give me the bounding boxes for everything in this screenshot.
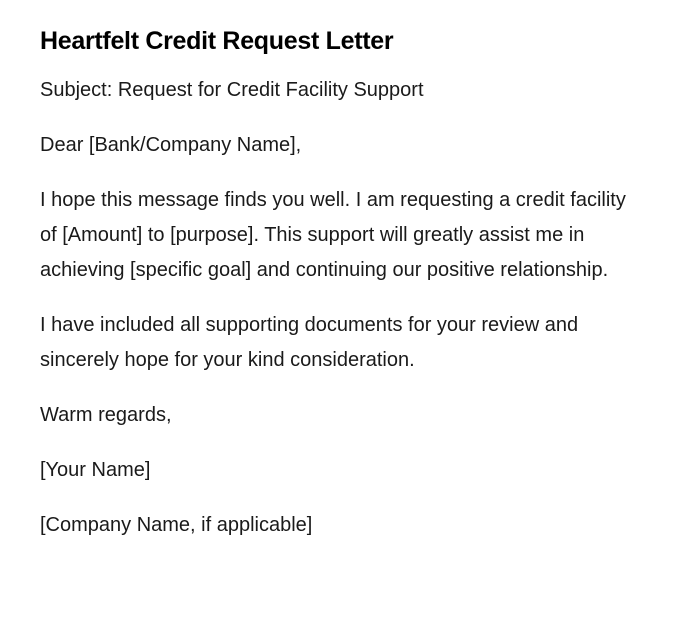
letter-closing: Warm regards, bbox=[40, 404, 172, 426]
letter-title: Heartfelt Credit Request Letter bbox=[40, 27, 394, 55]
letter-sender-name: [Your Name] bbox=[40, 459, 151, 481]
letter-body-paragraph-1: I hope this message finds you well. I am requesting a credit facility of [Amount] to [purpose]. This support will greatly assist me in achieving [specific goal] and continuing our positive relationship. bbox=[40, 189, 626, 281]
letter-subject: Subject: Request for Credit Facility Support bbox=[40, 79, 424, 101]
letter-sender-company: [Company Name, if applicable] bbox=[40, 514, 313, 536]
letter-salutation: Dear [Bank/Company Name], bbox=[40, 134, 302, 156]
letter-body-paragraph-2: I have included all supporting documents for your review and sincerely hope for your kind consideration. bbox=[40, 314, 579, 371]
